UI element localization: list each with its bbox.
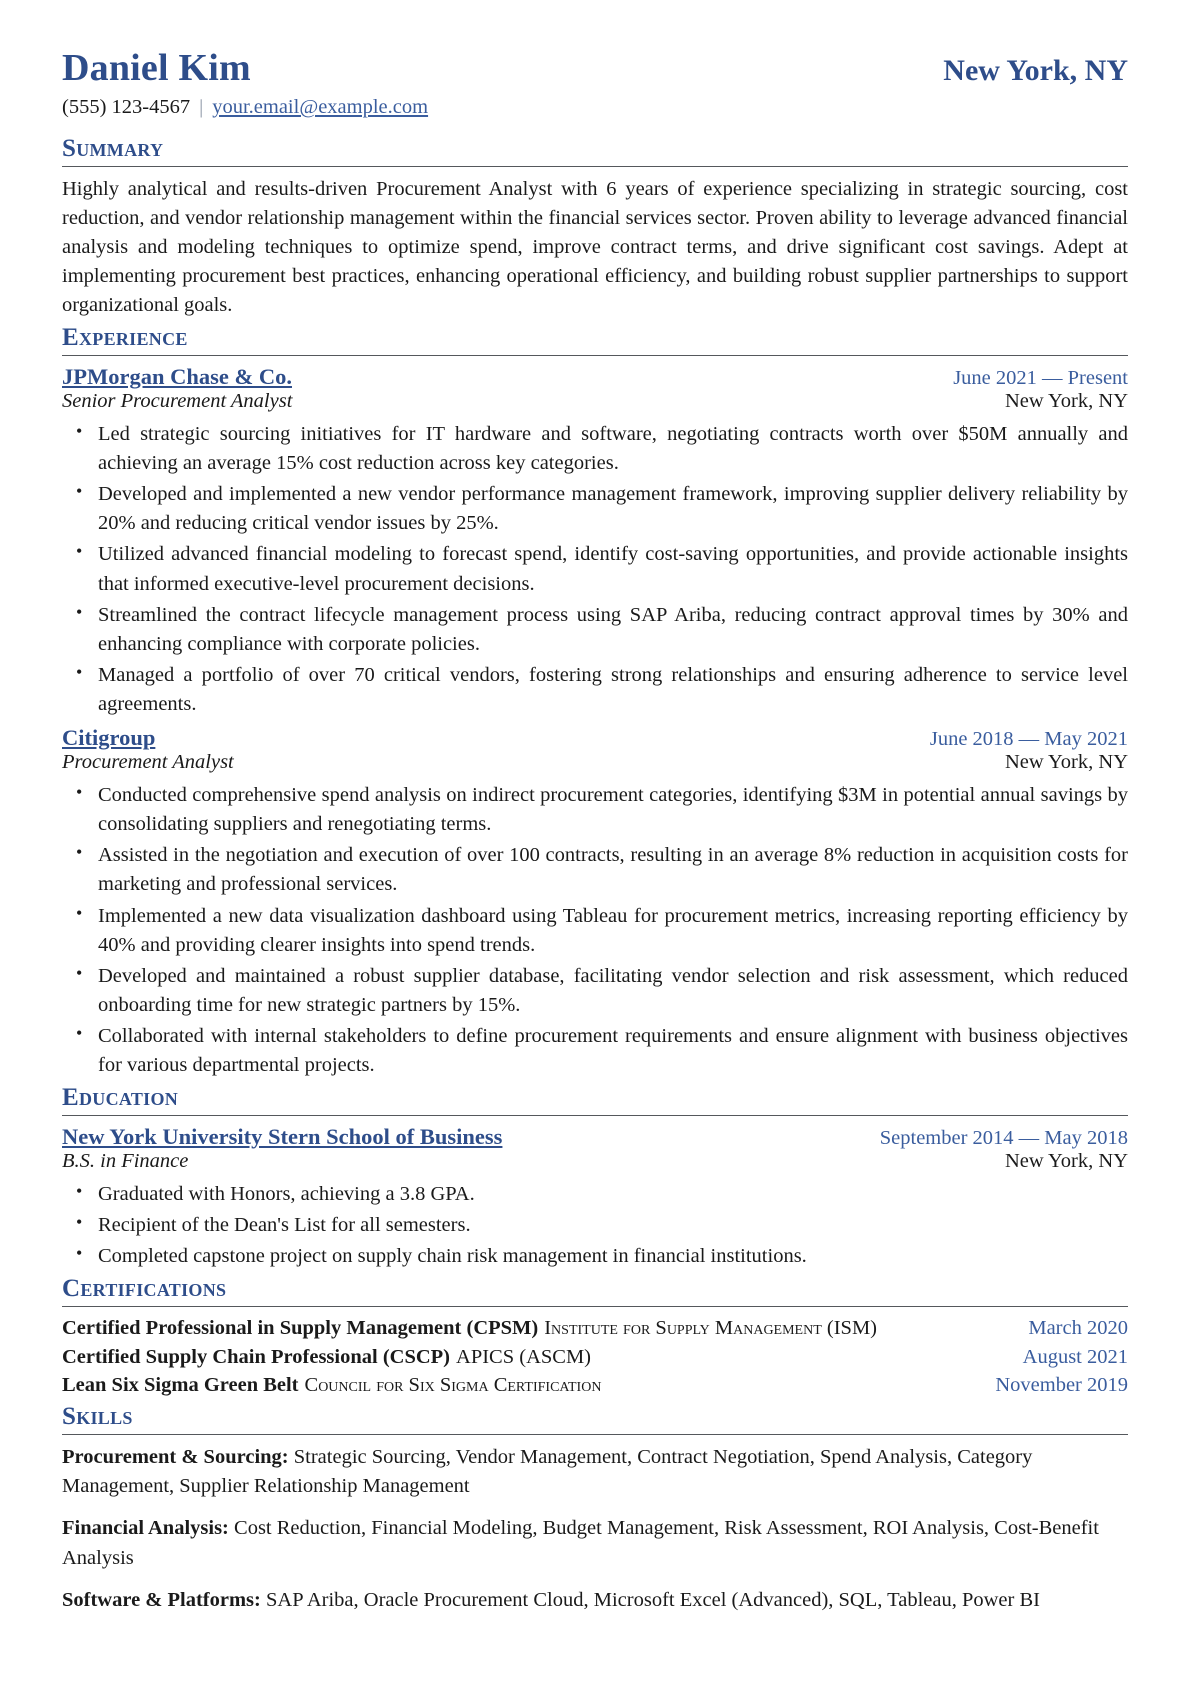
certification-issuer: Council for Six Sigma Certification <box>304 1374 602 1396</box>
section-rule <box>62 166 1128 167</box>
list-item: • Assisted in the negotiation and execution of over 100 contracts, resulting in an average 8% reduction in acquisition costs for marketing and professional services. <box>96 841 1128 899</box>
list-item: • Utilized advanced financial modeling to forecast spend, identify cost-saving opportunities, and provide actionable insights that informed executive-level procurement decisions. <box>96 540 1128 598</box>
certification-row <box>62 1315 1128 1342</box>
certification-row <box>62 1372 1128 1399</box>
list-item: • Completed capstone project on supply chain risk management in financial institutions. <box>96 1242 1128 1271</box>
certification-main <box>62 1372 979 1399</box>
list-item: • Managed a portfolio of over 70 critical vendors, fostering strong relationships and ensuring adherence to service level agreements. <box>96 661 1128 719</box>
list-item: • Led strategic sourcing initiatives for IT hardware and software, negotiating contracts worth over $50M annually and achieving an average 15% cost reduction across key categories. <box>96 420 1128 478</box>
employment-dates: June 2018 — May 2021 <box>929 728 1128 751</box>
certification-name: Certified Professional in Supply Management (CPSM) <box>62 1317 539 1340</box>
entry-header-row <box>62 725 1128 751</box>
entry-subheader-row <box>62 390 1128 413</box>
job-location: New York, NY <box>1004 390 1128 413</box>
school-location: New York, NY <box>1004 1149 1128 1172</box>
skill-category: Software & Platforms: <box>62 1588 261 1611</box>
certification-date: November 2019 <box>995 1374 1128 1396</box>
email-link[interactable]: your.email@example.com <box>212 96 429 118</box>
certification-issuer: APICS (ASCM) <box>456 1345 592 1368</box>
certification-issuer: Institute for Supply Management (ISM) <box>544 1317 878 1340</box>
responsibility-list <box>62 420 1128 719</box>
list-item: • Developed and implemented a new vendor performance management framework, improving supplier delivery reliability by 20% and reducing critical vendor issues by 25%. <box>96 480 1128 538</box>
section-title-summary: Summary <box>62 135 164 162</box>
certification-date: August 2021 <box>1022 1345 1128 1368</box>
list-item: • Recipient of the Dean's List for all semesters. <box>96 1211 1128 1240</box>
entry-header-row <box>62 364 1128 390</box>
entry-subheader-row <box>62 1150 1128 1173</box>
list-item: • Implemented a new data visualization dashboard using Tableau for procurement metrics, increasing reporting efficiency by 40% and providing clearer insights into spend trends. <box>96 902 1128 960</box>
skill-group <box>62 1443 1128 1501</box>
section-experience <box>62 324 1128 1080</box>
section-rule <box>62 1115 1128 1116</box>
contact-separator: | <box>199 96 204 118</box>
experience-entry <box>62 364 1128 719</box>
section-rule <box>62 1306 1128 1307</box>
section-title-education: Education <box>62 1084 179 1112</box>
section-education <box>62 1084 1128 1271</box>
skill-items: SAP Ariba, Oracle Procurement Cloud, Microsoft Excel (Advanced), SQL, Tableau, Power BI <box>266 1588 1040 1611</box>
phone-number: (555) 123-4567 <box>62 96 191 118</box>
school-name[interactable]: New York University Stern School of Business <box>62 1123 503 1149</box>
skill-group <box>62 1514 1128 1572</box>
employer-name[interactable]: JPMorgan Chase & Co. <box>62 364 292 390</box>
employment-dates: June 2021 — Present <box>953 367 1128 390</box>
list-item: • Streamlined the contract lifecycle management process using SAP Ariba, reducing contract approval times by 30% and enhancing compliance with corporate policies. <box>96 601 1128 659</box>
section-title-skills: Skills <box>62 1403 133 1431</box>
education-dates: September 2014 — May 2018 <box>879 1126 1128 1149</box>
certification-date: March 2020 <box>1028 1317 1128 1340</box>
section-rule <box>62 355 1128 356</box>
skill-category: Financial Analysis: <box>62 1517 229 1540</box>
section-title-certifications: Certifications <box>62 1275 227 1303</box>
summary-text: Highly analytical and results-driven Procurement Analyst with 6 years of experience specializing in strategic sourcing, cost reduction, and vendor relationship management within the financial services sector. Proven ability to leverage advanced financial analysis and modeling techniques to optimize spend, improve contract terms, and drive significant cost savings. Adept at implementing procurement best practices, enhancing operational efficiency, and building robust supplier partnerships to support organizational goals. <box>62 177 1128 317</box>
job-location: New York, NY <box>1004 751 1128 774</box>
education-entry <box>62 1124 1128 1271</box>
entry-subheader-row <box>62 751 1128 774</box>
degree-title: B.S. in Finance <box>62 1149 189 1172</box>
candidate-location: New York, NY <box>943 54 1128 87</box>
certification-main <box>62 1344 1007 1371</box>
job-title: Procurement Analyst <box>62 751 234 774</box>
section-rule <box>62 1434 1128 1435</box>
employer-name[interactable]: Citigroup <box>62 725 156 751</box>
list-item: • Conducted comprehensive spend analysis on indirect procurement categories, identifying $3M in potential annual savings by consolidating suppliers and renegotiating terms. <box>96 781 1128 839</box>
skill-group <box>62 1586 1128 1615</box>
list-item: • Collaborated with internal stakeholders to define procurement requirements and ensure alignment with business objectives for various departmental projects. <box>96 1022 1128 1080</box>
list-item: • Developed and maintained a robust supplier database, facilitating vendor selection and risk assessment, which reduced onboarding time for new strategic partners by 15%. <box>96 962 1128 1020</box>
skill-items: Cost Reduction, Financial Modeling, Budget Management, Risk Assessment, ROI Analysis, Cost-Benefit Analysis <box>62 1517 1099 1569</box>
section-summary <box>62 135 1128 320</box>
job-title: Senior Procurement Analyst <box>62 390 293 413</box>
candidate-name: Daniel Kim <box>62 47 251 89</box>
experience-entry <box>62 725 1128 1080</box>
certification-name: Certified Supply Chain Professional (CSCP) <box>62 1345 451 1368</box>
certification-main <box>62 1315 1012 1342</box>
list-item: • Graduated with Honors, achieving a 3.8 GPA. <box>96 1180 1128 1209</box>
certification-row <box>62 1344 1128 1371</box>
resume-header <box>62 46 1128 90</box>
education-highlight-list <box>62 1180 1128 1271</box>
responsibility-list <box>62 781 1128 1080</box>
skill-category: Procurement & Sourcing: <box>62 1446 289 1469</box>
skill-items: Strategic Sourcing, Vendor Management, Contract Negotiation, Spend Analysis, Category Management, Supplier Relationship Management <box>62 1446 1033 1498</box>
entry-header-row <box>62 1124 1128 1150</box>
section-skills <box>62 1403 1128 1614</box>
contact-line <box>62 96 1128 119</box>
certification-name: Lean Six Sigma Green Belt <box>62 1374 299 1396</box>
section-title-experience: Experience <box>62 324 188 352</box>
section-certifications <box>62 1275 1128 1399</box>
